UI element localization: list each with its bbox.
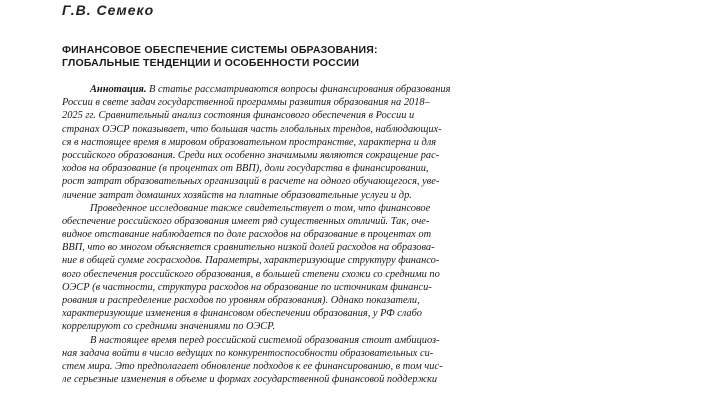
paragraph-2-line: коррелируют со средними значениями по ОЭСР. — [62, 321, 276, 333]
abstract-line: личение затрат домашних хозяйств на платные образовательные услуги и др. — [62, 189, 412, 201]
title-line-2: ГЛОБАЛЬНЫЕ ТЕНДЕНЦИИ И ОСОБЕННОСТИ РОССИИ — [62, 57, 360, 69]
paragraph-2-line: Проведенное исследование также свидетельствует о том, что финансовое — [90, 202, 431, 214]
title-line-1: ФИНАНСОВОЕ ОБЕСПЕЧЕНИЕ СИСТЕМЫ ОБРАЗОВАНИЯ: — [62, 44, 378, 56]
paragraph-3-line: стем мира. Это предполагает обновление подходов к ее финансированию, в том чис- — [62, 360, 443, 372]
abstract-line: 2025 гг. Сравнительный анализ состояния финансового обеспечения в России и — [62, 110, 415, 122]
paragraph-2-line: обеспечение российского образования имеет ряд существенных отличий. Так, оче- — [62, 215, 430, 227]
paragraph-2-line: рования и распределение расходов по уровням образования). Однако показатели, — [62, 295, 420, 306]
paragraph-2-line: характеризующие изменения в финансовом обеспечении образования, у РФ слабо — [62, 308, 422, 320]
paragraph-2-line: видное отставание наблюдается по доле расходов на образование в процентах от — [62, 229, 432, 241]
author-name: Г.В. Семеко — [62, 2, 155, 18]
abstract-line: российского образования. Среди них особенно значимыми являются сокращение рас- — [62, 149, 440, 161]
abstract-label: Аннотация. — [90, 84, 147, 95]
abstract-body — [62, 83, 508, 386]
paragraph-3-line: ная задача войти в число ведущих по конкурентоспособности образовательных си- — [62, 347, 434, 359]
abstract-line: ходов на образование (в процентах от ВВП), доли государства в финансировании, — [62, 163, 429, 175]
paragraph-2-line: ВВП, что во многом объясняется сравнительно низкой долей расходов на образова- — [62, 242, 435, 254]
abstract-line: ся в настоящее время в мировом образовательном пространстве, характерна и для — [62, 136, 437, 148]
paragraph-2-line: вого обеспечения российского образования, в большей степени схожи со средними по — [62, 268, 440, 280]
abstract-line: рост затрат образовательных организаций в расчете на одного обучающегося, уве- — [62, 176, 440, 188]
paragraph-2-line: ОЭСР (в частности, структура расходов на образование по источникам финанси- — [62, 281, 432, 293]
article-title — [62, 44, 662, 70]
abstract-line: странах ОЭСР показывает, что большая часть глобальных трендов, наблюдающих- — [62, 123, 442, 135]
paragraph-2-line: ние в общей сумме госрасходов. Параметры, характеризующие структуру финансо- — [62, 255, 440, 267]
abstract-first-line — [62, 83, 508, 96]
paragraph-3-line: ле серьезные изменения в объеме и формах государственной финансовой поддержки — [62, 374, 438, 386]
abstract-first-line-text: В статье рассматриваются вопросы финансирования образования — [146, 84, 451, 95]
abstract-line: России в свете задач государственной программы развития образования на 2018– — [62, 97, 430, 109]
paragraph-3-line: В настоящее время перед российской системой образования стоит амбициоз- — [90, 334, 440, 346]
